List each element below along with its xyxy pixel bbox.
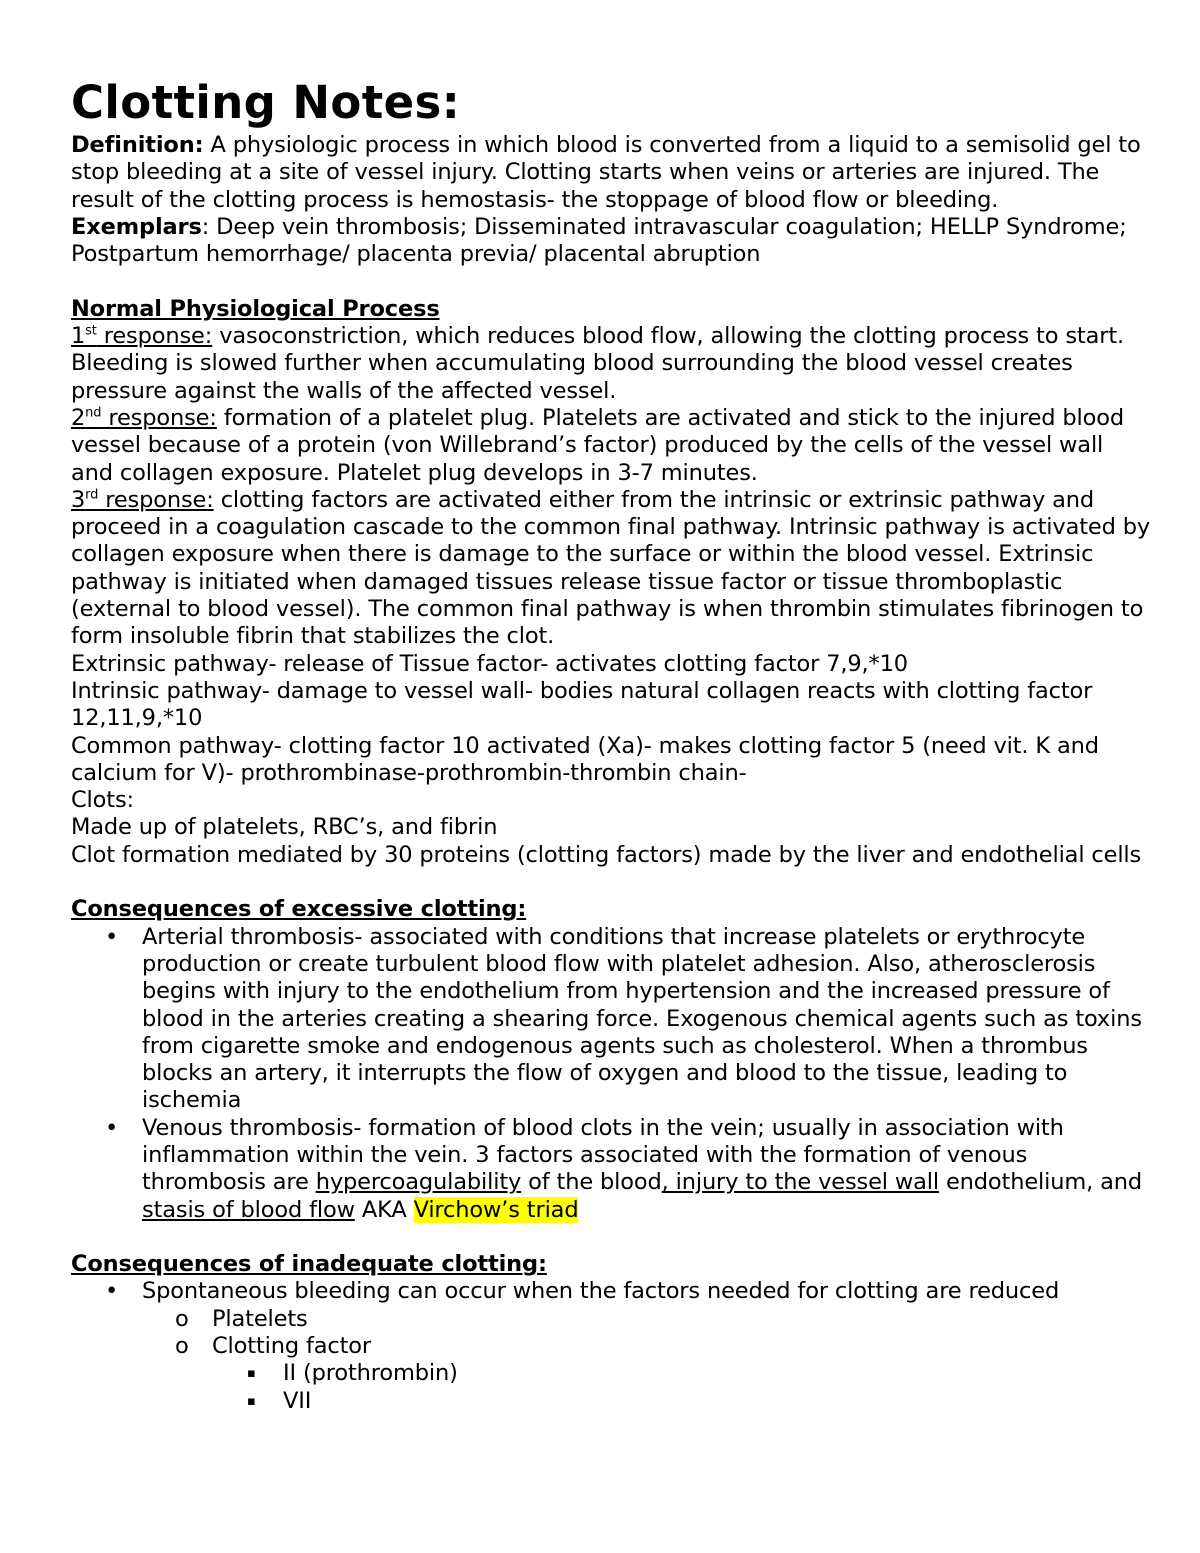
first-response-num: 1 — [71, 323, 86, 350]
excessive-clotting-heading: Consequences of excessive clotting: — [71, 896, 527, 923]
page-title: Clotting Notes: — [71, 76, 461, 129]
definition-text: A physiologic process in which blood is converted from a liquid to a semisolid gel to stop bleeding at a site of vessel injury. Clotting starts when veins or arteries are injured. The result of the clotting process is hemostasis- the stoppage of blood flow or bleeding. — [71, 132, 1141, 213]
spacer — [71, 1224, 1151, 1251]
definition-paragraph — [71, 132, 1151, 214]
venous-text-c: endothelium, and — [938, 1169, 1142, 1196]
second-response-word: response: — [101, 404, 217, 431]
clots-made-up: Made up of platelets, RBC’s, and fibrin — [71, 814, 498, 841]
venous-underline-injury: , injury to the vessel wall — [661, 1169, 939, 1196]
list-item-venous — [71, 1115, 1151, 1224]
list-item-clotting-factor — [71, 1333, 1151, 1360]
venous-text-b: of the blood — [521, 1169, 662, 1196]
third-response-num: 3 — [71, 486, 86, 513]
vii-text: VII — [283, 1387, 312, 1414]
first-response-label — [71, 323, 212, 349]
circle-bullet-icon: o — [175, 1333, 189, 1360]
list-item-arterial — [71, 924, 1151, 1115]
common-pathway: Common pathway- clotting factor 10 activated (Xa)- makes clotting factor 5 (need vit. K and calcium for V)- prothrombinase-prothrombin-thrombin chain- — [71, 732, 1099, 786]
bullet-icon: • — [105, 1278, 119, 1305]
document-page — [71, 74, 1151, 1415]
third-response-text: clotting factors are activated either from the intrinsic or extrinsic pathway and proceed in a coagulation cascade to the common final pathway. Intrinsic pathway is activated by collagen exposure when there is damage to the surface or within the blood vessel. Extrinsic pathway is initiated when damaged tissues release tissue factor or tissue thromboplastic (external to blood vessel). The common final pathway is when thrombin stimulates fibrinogen to form insoluble fibrin that stabilizes the clot. — [71, 486, 1151, 650]
bullet-icon: • — [105, 1114, 119, 1141]
extrinsic-pathway: Extrinsic pathway- release of Tissue factor- activates clotting factor 7,9,*10 — [71, 650, 908, 677]
inadequate-clotting-heading: Consequences of inadequate clotting: — [71, 1251, 547, 1278]
first-response-sup: st — [85, 323, 97, 339]
bullet-icon: • — [105, 923, 119, 950]
venous-text-d: AKA — [354, 1196, 414, 1223]
list-item-prothrombin — [71, 1360, 1151, 1387]
exemplars-paragraph — [71, 214, 1151, 269]
inadequate-clotting-list — [71, 1278, 1151, 1414]
second-response-sup: nd — [85, 405, 102, 421]
venous-underline-hypercoagulability: hypercoagulability — [315, 1169, 522, 1196]
platelets-text: Platelets — [212, 1305, 308, 1332]
venous-text-a: Venous thrombosis- formation of blood clots in the vein; usually in association with inflammation within the vein. 3 factors associated with the formation of venous thrombosis are — [142, 1114, 1064, 1196]
list-item-vii — [71, 1388, 1151, 1415]
exemplars-label: Exemplars — [71, 213, 202, 240]
second-response-label — [71, 405, 217, 431]
third-response-label — [71, 487, 214, 513]
clots-label: Clots: — [71, 787, 134, 814]
first-response-word: response: — [96, 323, 213, 350]
spacer — [71, 869, 1151, 896]
normal-process-heading: Normal Physiological Process — [71, 295, 440, 322]
list-item-platelets — [71, 1306, 1151, 1333]
clot-formation: Clot formation mediated by 30 proteins (clotting factors) made by the liver and endothelial cells — [71, 841, 1142, 868]
first-response-text: vasoconstriction, which reduces blood flow, allowing the clotting process to start. Bleeding is slowed further when accumulating blood surrounding the blood vessel creates pressure against the walls of the affected vessel. — [71, 323, 1124, 404]
second-response — [71, 405, 1151, 487]
virchow-highlight: Virchow’s triad — [413, 1196, 579, 1223]
exemplars-text: : Deep vein thrombosis; Disseminated intravascular coagulation; HELLP Syndrome; Postpartum hemorrhage/ placenta previa/ placental abruption — [71, 213, 1127, 268]
list-item-spontaneous — [71, 1278, 1151, 1305]
circle-bullet-icon: o — [175, 1305, 189, 1332]
second-response-text: formation of a platelet plug. Platelets are activated and stick to the injured blood vessel because of a protein (von Willebrand’s factor) produced by the cells of the vessel wall and collagen exposure. Platelet plug develops in 3-7 minutes. — [71, 404, 1125, 486]
third-response-sup: rd — [85, 487, 99, 503]
intrinsic-pathway: Intrinsic pathway- damage to vessel wall- bodies natural collagen reacts with clotting factor 12,11,9,*10 — [71, 677, 1093, 732]
third-response-word: response: — [98, 486, 214, 513]
second-response-num: 2 — [71, 404, 86, 431]
spontaneous-text: Spontaneous bleeding can occur when the factors needed for clotting are reduced — [142, 1278, 1060, 1305]
definition-label: Definition: — [71, 132, 204, 158]
square-bullet-icon: ▪ — [247, 1366, 256, 1382]
excessive-clotting-list — [71, 924, 1151, 1224]
arterial-text: Arterial thrombosis- associated with conditions that increase platelets or erythrocyte production or create turbulent blood flow with platelet adhesion. Also, atherosclerosis begins with injury to the endothelium from hypertension and the increased pressure of blood in the arteries creating a shearing force. Exogenous chemical agents such as toxins from cigarette smoke and endogenous agents such as cholesterol. When a thrombus blocks an artery, it interrupts the flow of oxygen and blood to the tissue, leading to ischemia — [142, 923, 1142, 1114]
venous-underline-stasis: stasis of blood flow — [142, 1196, 355, 1223]
square-bullet-icon: ▪ — [247, 1393, 256, 1409]
spacer — [71, 268, 1151, 295]
third-response — [71, 487, 1151, 651]
prothrombin-text: II (prothrombin) — [283, 1360, 458, 1387]
first-response — [71, 323, 1151, 405]
clotting-factor-text: Clotting factor — [212, 1333, 371, 1360]
